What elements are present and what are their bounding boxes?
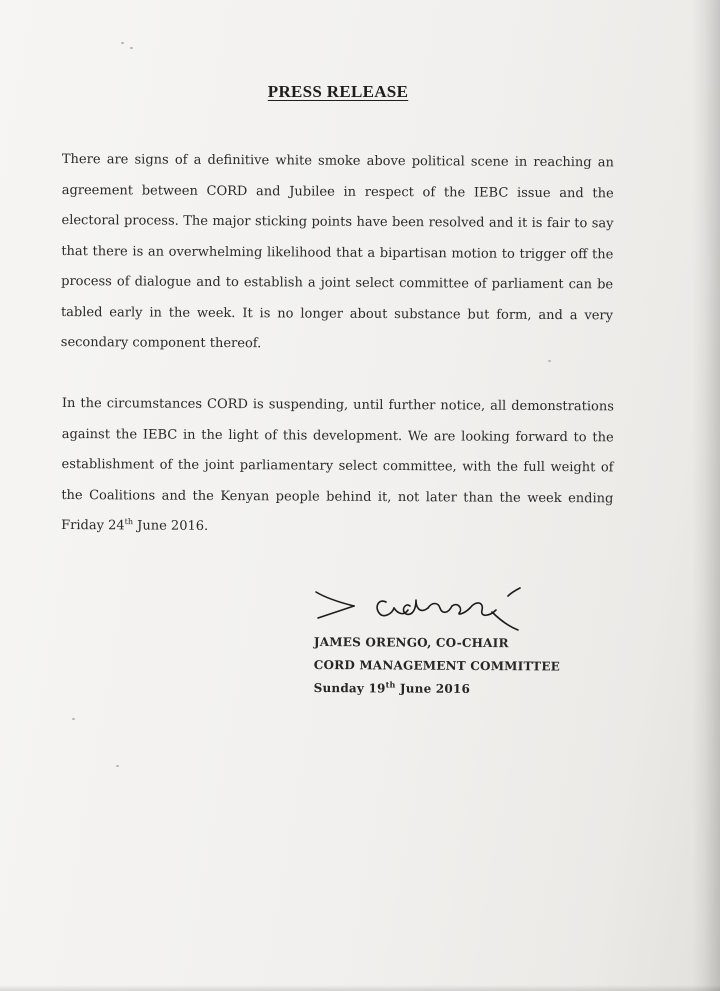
page-bottom-shadow — [0, 985, 720, 991]
ordinal-suffix: th — [124, 517, 134, 527]
page-title: PRESS RELEASE — [267, 82, 409, 101]
signatory-name: JAMES ORENGO, CO-CHAIR — [313, 634, 509, 651]
signatory-committee: CORD MANAGEMENT COMMITTEE — [313, 657, 561, 674]
paper-speck — [116, 765, 119, 767]
signature-drawing — [312, 578, 542, 638]
paragraph-1: There are signs of a definitive white smoke above political scene in reaching an agreement between CORD and Jubilee in respect of the IEBC issue and the electoral process. The major sticking points have been resolved and it is fair to say that there is an overwhelming likelihood that a bipartisan motion to trigger off the process of dialogue and to establish a joint select committee of parliament can be tabled early in the week. It is no longer about substance but form, and a very secondary component thereof. — [60, 151, 614, 352]
paragraph-2-text: In the circumstances CORD is suspending, until further notice, all demonstrations against the IEBC in the light of this development. We are looking forward to the establishment of the joint parliamentary select committee, with the full weight of the Coalitions and the Kenyan people behind it, not later than the week ending Friday 24 — [61, 395, 614, 534]
release-date-rest: June 2016 — [395, 681, 471, 696]
handwritten-signature — [312, 578, 542, 638]
release-date-day: Sunday 19 — [313, 680, 386, 696]
paragraph-2 — [61, 389, 614, 545]
paper-speck — [130, 47, 133, 49]
release-date — [314, 677, 560, 702]
signature-block — [314, 631, 561, 702]
date-ordinal-suffix: th — [385, 679, 396, 690]
page-edge-shadow — [692, 0, 720, 991]
paper-speck — [121, 42, 124, 44]
paper-speck — [72, 718, 75, 720]
paragraph-2-ending: June 2016. — [132, 518, 209, 534]
